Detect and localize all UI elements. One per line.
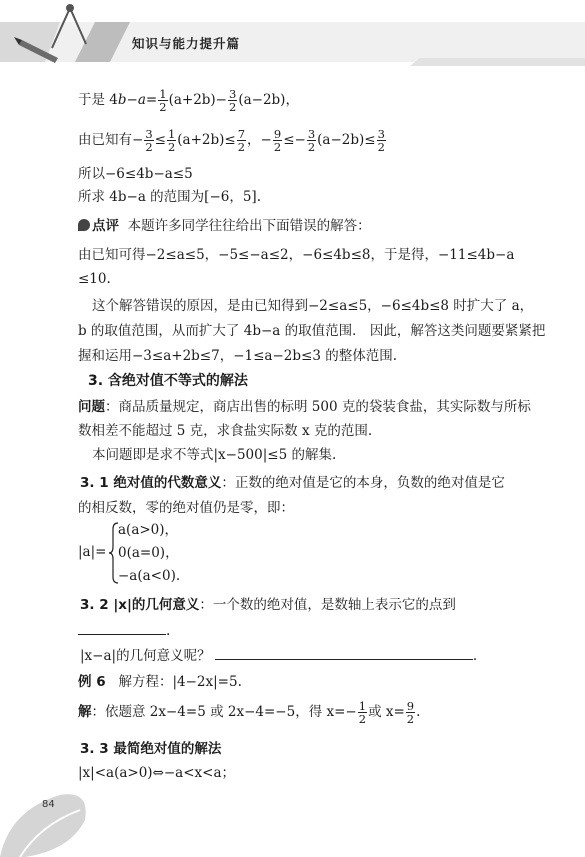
subsection-3-2-blank-line: . (78, 620, 170, 642)
text-line-9: b 的取值范围，从而扩大了 4b−a 的取值范围． 因此，解答这类问题要紧紧把 (78, 323, 546, 339)
case-1: a(a>0)， (118, 522, 179, 538)
text-line-7: ≤10. (78, 271, 111, 287)
text-line-6: 由已知可得−2≤a≤5，−5≤−a≤2，−6≤4b≤8，于是得，−11≤4b−a (78, 247, 515, 263)
header-title: 知识与能力提升篇 (132, 36, 241, 51)
text-line-8: 这个解答错误的原因，是由已知得到−2≤a≤5，−6≤4b≤8 时扩大了 a， (92, 298, 534, 314)
last-line: |x|<a(a>0)⇔−a<x<a； (78, 765, 236, 781)
example-6: 例 6 解方程：|4−2x|=5. (78, 674, 242, 690)
header-banner (0, 0, 585, 78)
text-line-10: 握和运用−3≤a+2b≤7，−1≤a−2b≤3 的整体范围. (78, 348, 397, 364)
problem-line-2: 数相差不能超过 5 克，求食盐实际数 x 克的范围. (78, 423, 373, 439)
comment-icon (78, 219, 90, 231)
case-2: 0(a=0)， (118, 545, 179, 561)
leaf-decoration (0, 790, 120, 857)
comment-line: 点评 本题许多同学往往给出下面错误的解答： (78, 215, 371, 237)
equation-line-1: 于是 4b−a= $\frac{1}{2}$ (a+2b)− $\frac{3}{2}$ (a−2b)， (78, 87, 299, 114)
case-3: −a(a<0). (118, 568, 181, 584)
problem-line-1: 问题：商品质量规定，商店出售的标明 500 克的袋装食盐，其实际数与所标 (78, 399, 531, 415)
page-number: 84 (42, 799, 55, 810)
problem-line-3: 本问题即是求不等式|x−500|≤5 的解集. (92, 447, 337, 463)
subsection-3-3: 3. 3 最简绝对值的解法 (80, 741, 222, 757)
problem-label: 问题 (78, 399, 105, 415)
subsection-3-1-line-2: 的相反数，零的绝对值仍是零，即： (78, 500, 294, 516)
answer-blank-2 (215, 659, 473, 660)
abs-def-lhs: |a|= (78, 544, 107, 560)
solution-line: 解：依题意 2x−4=5 或 2x−4=−5，得 x=− $\frac{1}{2}$ 或 x= $\frac{9}{2}$ . (78, 699, 421, 726)
example-label: 例 6 (78, 674, 106, 690)
geometry-question: |x−a|的几何意义呢？ . (80, 648, 478, 664)
solution-label: 解 (78, 704, 92, 720)
answer-blank-1 (78, 634, 166, 635)
comment-label: 点评 (92, 218, 119, 234)
text-line-4: 所求 4b−a 的范围为[−6，5]. (78, 189, 261, 205)
subsection-3-2: 3. 2 |x|的几何意义：一个数的绝对值，是数轴上表示它的点到 (80, 597, 456, 613)
section-3-heading: 3. 含绝对值不等式的解法 (88, 373, 248, 389)
equation-line-2: 由已知有− $\frac{3}{2}$ ≤ $\frac{1}{2}$ (a+2b)≤ $\frac{7}{2}$ ，− $\frac{9}{2}$ ≤− $\frac{3}{2}$ (a−2b)≤ $\frac{3}{2}$ (78, 127, 385, 154)
subsection-3-1: 3. 1 绝对值的代数意义：正数的绝对值是它的本身，负数的绝对值是它 (80, 475, 505, 491)
text-line-3: 所以−6≤4b−a≤5 (78, 166, 193, 182)
